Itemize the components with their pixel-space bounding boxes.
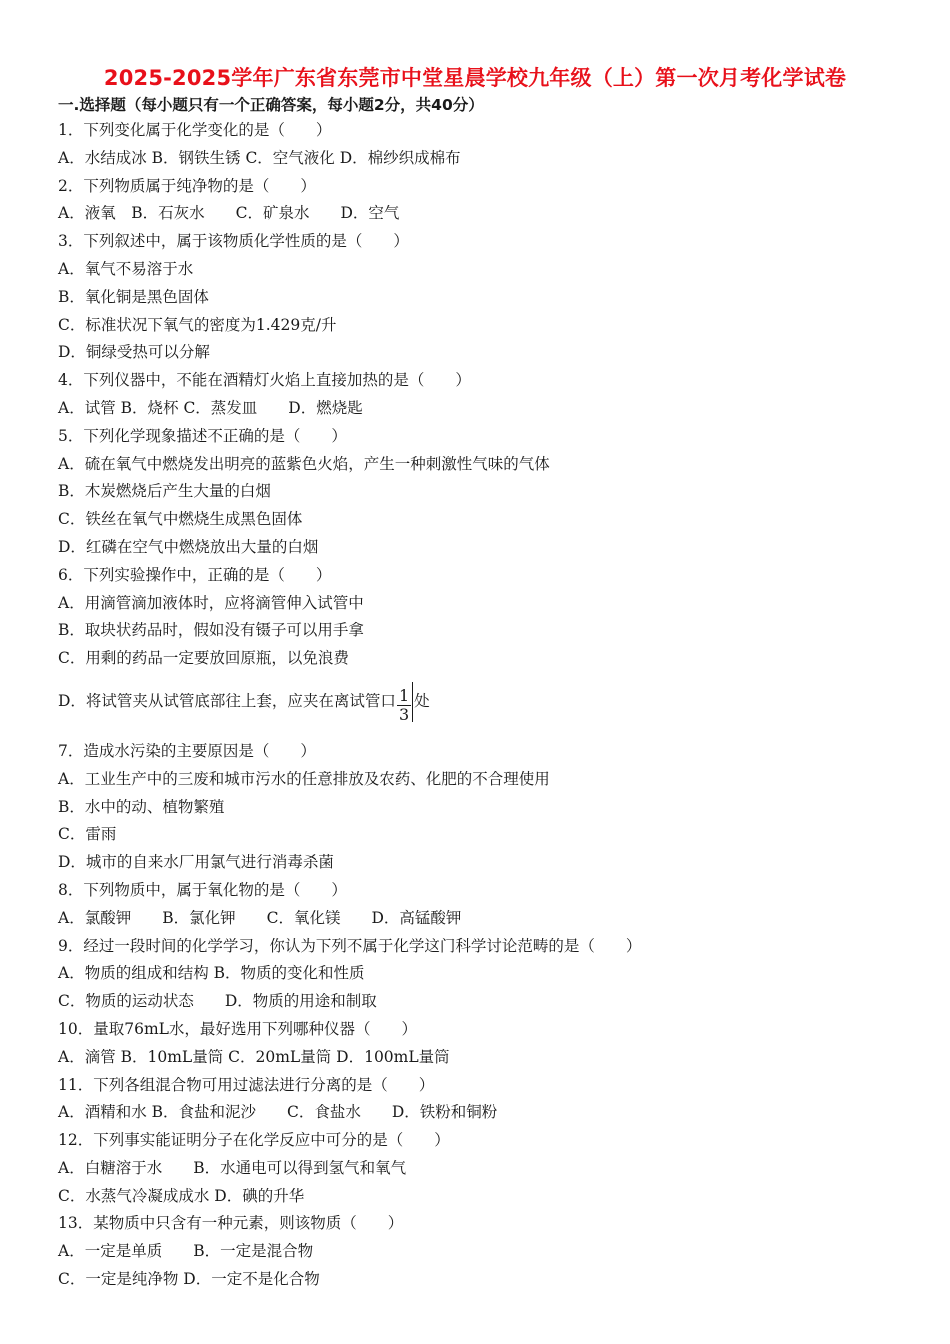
fraction-denominator: 3 [398, 705, 410, 725]
option-line: A．氯酸钾 B．氯化钾 C．氧化镁 D．高锰酸钾 [58, 908, 462, 927]
option-line: A．试管 B．烧杯 C．蒸发皿 D．燃烧匙 [58, 398, 363, 417]
option-line: C．铁丝在氧气中燃烧生成黑色固体 [58, 510, 303, 529]
option-line: A．水结成冰 B．钢铁生锈 C．空气液化 D．棉纱织成棉布 [58, 148, 461, 167]
option-line: C．一定是纯净物 D．一定不是化合物 [58, 1270, 320, 1289]
question-line: 10．量取76mL水，最好选用下列哪种仪器（ ） [58, 1019, 417, 1038]
option-line: B．水中的动、植物繁殖 [58, 797, 225, 816]
option-line: A．氧气不易溶于水 [58, 259, 194, 278]
option-text: D．将试管夹从试管底部往上套，应夹在离试管口 [58, 691, 396, 710]
fraction-numerator: 1 [398, 686, 410, 706]
question-line: 8．下列物质中，属于氧化物的是（ ） [58, 880, 347, 899]
question-line: 1．下列变化属于化学变化的是（ ） [58, 121, 332, 139]
question-line: 7．造成水污染的主要原因是（ ） [58, 741, 316, 760]
option-line: D．城市的自来水厂用氯气进行消毒杀菌 [58, 853, 334, 872]
option-line: C．雷雨 [58, 825, 117, 844]
question-line: 12．下列事实能证明分子在化学反应中可分的是（ ） [58, 1131, 450, 1150]
exam-title: 2025-2025学年广东省东莞市中堂星晨学校九年级（上）第一次月考化学试卷 [103, 66, 847, 90]
question-list [58, 117, 918, 1294]
option-line: A．酒精和水 B．食盐和泥沙 C．食盐水 D．铁粉和铜粉 [58, 1103, 498, 1122]
option-line: A．用滴管滴加液体时，应将滴管伸入试管中 [58, 593, 364, 612]
option-line: A．液氧 B．石灰水 C．矿泉水 D．空气 [58, 204, 400, 223]
question-line: 6．下列实验操作中，正确的是（ ） [58, 565, 332, 584]
option-line: A．物质的组成和结构 B．物质的变化和性质 [58, 964, 365, 983]
option-line: B．氧化铜是黑色固体 [58, 287, 209, 306]
fraction-one-third [396, 682, 413, 725]
option-line: A．一定是单质 B．一定是混合物 [58, 1242, 314, 1261]
question-line: 13．某物质中只含有一种元素，则该物质（ ） [58, 1214, 404, 1233]
option-line: C．物质的运动状态 D．物质的用途和制取 [58, 992, 377, 1011]
option-line: C．用剩的药品一定要放回原瓶，以免浪费 [58, 649, 349, 668]
question-line: 4．下列仪器中，不能在酒精灯火焰上直接加热的是（ ） [58, 371, 471, 390]
option-line: D．红磷在空气中燃烧放出大量的白烟 [58, 537, 319, 556]
option-line: A．硫在氧气中燃烧发出明亮的蓝紫色火焰，产生一种刺激性气味的气体 [58, 454, 550, 473]
question-line: 9．经过一段时间的化学学习，你认为下列不属于化学这门科学讨论范畴的是（ ） [58, 936, 642, 955]
option-line-with-fraction [58, 676, 918, 726]
question-line: 3．下列叙述中，属于该物质化学性质的是（ ） [58, 232, 409, 251]
question-line: 2．下列物质属于纯净物的是（ ） [58, 176, 316, 195]
question-line: 11．下列各组混合物可用过滤法进行分离的是（ ） [58, 1075, 435, 1094]
option-line: B．取块状药品时，假如没有镊子可以用手拿 [58, 621, 364, 640]
option-line: C．标准状况下氧气的密度为1.429克/升 [58, 315, 337, 334]
option-line: A．白糖溶于水 B．水通电可以得到氢气和氧气 [58, 1158, 407, 1177]
option-line: C．水蒸气冷凝成成水 D．碘的升华 [58, 1186, 305, 1205]
option-line: A．滴管 B．10mL量筒 C．20mL量筒 D．100mL量筒 [58, 1047, 450, 1066]
option-line: D．铜绿受热可以分解 [58, 343, 210, 362]
option-line: B．木炭燃烧后产生大量的白烟 [58, 482, 271, 501]
section-heading: 一.选择题（每小题只有一个正确答案，每小题2分，共40分） [58, 96, 484, 114]
option-text-suffix: 处 [414, 691, 430, 710]
question-line: 5．下列化学现象描述不正确的是（ ） [58, 426, 347, 445]
option-line: A．工业生产中的三废和城市污水的任意排放及农药、化肥的不合理使用 [58, 769, 550, 788]
